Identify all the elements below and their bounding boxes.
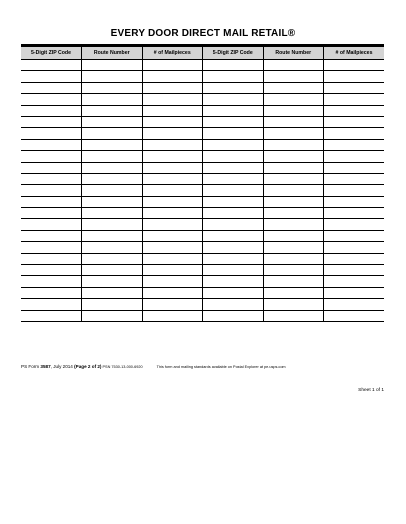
cell-zip-2[interactable] <box>203 173 264 184</box>
cell-mailpieces-1[interactable] <box>142 196 203 207</box>
cell-zip-1[interactable] <box>21 230 82 241</box>
cell-mailpieces-1[interactable] <box>142 219 203 230</box>
cell-zip-2[interactable] <box>203 151 264 162</box>
cell-mailpieces-2[interactable] <box>324 196 385 207</box>
cell-mailpieces-2[interactable] <box>324 219 385 230</box>
cell-mailpieces-2[interactable] <box>324 276 385 287</box>
table-row <box>21 196 384 207</box>
cell-mailpieces-1[interactable] <box>142 94 203 105</box>
cell-zip-1[interactable] <box>21 253 82 264</box>
cell-zip-2[interactable] <box>203 139 264 150</box>
cell-mailpieces-2[interactable] <box>324 173 385 184</box>
table-row <box>21 310 384 321</box>
table-row <box>21 162 384 173</box>
table-row <box>21 60 384 71</box>
cell-route-2[interactable] <box>263 287 324 298</box>
cell-zip-1[interactable] <box>21 94 82 105</box>
table-row <box>21 151 384 162</box>
cell-route-1[interactable] <box>82 265 143 276</box>
table-row <box>21 173 384 184</box>
cell-mailpieces-2[interactable] <box>324 299 385 310</box>
table-row <box>21 287 384 298</box>
cell-zip-1[interactable] <box>21 299 82 310</box>
cell-route-2[interactable] <box>263 208 324 219</box>
table-body <box>21 60 384 322</box>
cell-mailpieces-1[interactable] <box>142 151 203 162</box>
cell-zip-1[interactable] <box>21 287 82 298</box>
cell-zip-2[interactable] <box>203 60 264 71</box>
cell-zip-1[interactable] <box>21 128 82 139</box>
cell-route-1[interactable] <box>82 71 143 82</box>
cell-zip-1[interactable] <box>21 105 82 116</box>
cell-mailpieces-2[interactable] <box>324 71 385 82</box>
column-header-route-2: Route Number <box>263 46 324 60</box>
cell-route-2[interactable] <box>263 276 324 287</box>
cell-mailpieces-1[interactable] <box>142 230 203 241</box>
cell-mailpieces-2[interactable] <box>324 162 385 173</box>
table-row <box>21 105 384 116</box>
column-header-mailpieces-1: # of Mailpieces <box>142 46 203 60</box>
cell-route-2[interactable] <box>263 242 324 253</box>
cell-zip-2[interactable] <box>203 242 264 253</box>
cell-route-2[interactable] <box>263 219 324 230</box>
cell-route-2[interactable] <box>263 185 324 196</box>
cell-mailpieces-1[interactable] <box>142 242 203 253</box>
cell-zip-2[interactable] <box>203 299 264 310</box>
cell-route-1[interactable] <box>82 310 143 321</box>
mailing-table <box>21 44 384 322</box>
cell-route-2[interactable] <box>263 60 324 71</box>
table-header-row <box>21 46 384 60</box>
table-row <box>21 185 384 196</box>
cell-route-1[interactable] <box>82 242 143 253</box>
cell-zip-1[interactable] <box>21 242 82 253</box>
cell-zip-1[interactable] <box>21 162 82 173</box>
cell-route-2[interactable] <box>263 196 324 207</box>
form-footer <box>21 364 391 369</box>
cell-mailpieces-2[interactable] <box>324 151 385 162</box>
cell-mailpieces-1[interactable] <box>142 60 203 71</box>
sheet-label: Sheet 1 of 1 <box>358 388 384 393</box>
cell-zip-1[interactable] <box>21 265 82 276</box>
cell-route-1[interactable] <box>82 151 143 162</box>
cell-route-2[interactable] <box>263 128 324 139</box>
cell-zip-1[interactable] <box>21 208 82 219</box>
form-title: EVERY DOOR DIRECT MAIL RETAIL® <box>110 28 296 39</box>
cell-route-1[interactable] <box>82 128 143 139</box>
cell-zip-2[interactable] <box>203 116 264 127</box>
cell-route-1[interactable] <box>82 173 143 184</box>
cell-mailpieces-2[interactable] <box>324 105 385 116</box>
footer-date: , July 2014 <box>50 364 75 369</box>
cell-route-1[interactable] <box>82 196 143 207</box>
cell-zip-1[interactable] <box>21 116 82 127</box>
cell-route-1[interactable] <box>82 253 143 264</box>
cell-route-1[interactable] <box>82 60 143 71</box>
cell-route-2[interactable] <box>263 310 324 321</box>
cell-zip-2[interactable] <box>203 185 264 196</box>
column-header-zip-2: 5-Digit ZIP Code <box>203 46 264 60</box>
cell-route-2[interactable] <box>263 265 324 276</box>
table-row <box>21 128 384 139</box>
table-row <box>21 139 384 150</box>
cell-mailpieces-2[interactable] <box>324 208 385 219</box>
cell-zip-1[interactable] <box>21 310 82 321</box>
cell-mailpieces-2[interactable] <box>324 230 385 241</box>
cell-route-2[interactable] <box>263 116 324 127</box>
cell-mailpieces-2[interactable] <box>324 116 385 127</box>
cell-zip-2[interactable] <box>203 287 264 298</box>
cell-mailpieces-2[interactable] <box>324 287 385 298</box>
cell-mailpieces-1[interactable] <box>142 310 203 321</box>
footer-form-number: 3587 <box>40 364 51 369</box>
cell-zip-1[interactable] <box>21 196 82 207</box>
cell-zip-2[interactable] <box>203 94 264 105</box>
cell-mailpieces-2[interactable] <box>324 185 385 196</box>
cell-zip-1[interactable] <box>21 151 82 162</box>
cell-zip-2[interactable] <box>203 230 264 241</box>
cell-route-2[interactable] <box>263 173 324 184</box>
cell-mailpieces-1[interactable] <box>142 162 203 173</box>
cell-mailpieces-2[interactable] <box>324 128 385 139</box>
cell-zip-1[interactable] <box>21 71 82 82</box>
cell-route-1[interactable] <box>82 185 143 196</box>
cell-zip-2[interactable] <box>203 219 264 230</box>
cell-route-1[interactable] <box>82 276 143 287</box>
cell-zip-2[interactable] <box>203 105 264 116</box>
cell-route-1[interactable] <box>82 219 143 230</box>
table-row <box>21 82 384 93</box>
cell-zip-2[interactable] <box>203 208 264 219</box>
cell-route-1[interactable] <box>82 105 143 116</box>
cell-zip-1[interactable] <box>21 276 82 287</box>
cell-zip-2[interactable] <box>203 162 264 173</box>
cell-mailpieces-1[interactable] <box>142 185 203 196</box>
cell-mailpieces-1[interactable] <box>142 105 203 116</box>
cell-zip-1[interactable] <box>21 82 82 93</box>
cell-route-2[interactable] <box>263 139 324 150</box>
table-row <box>21 299 384 310</box>
cell-route-2[interactable] <box>263 162 324 173</box>
column-header-zip-1: 5-Digit ZIP Code <box>21 46 82 60</box>
cell-mailpieces-1[interactable] <box>142 265 203 276</box>
footer-psn: PSN 7530-13-000-6920 <box>101 365 143 369</box>
cell-route-1[interactable] <box>82 162 143 173</box>
cell-route-1[interactable] <box>82 230 143 241</box>
cell-mailpieces-1[interactable] <box>142 82 203 93</box>
cell-zip-2[interactable] <box>203 265 264 276</box>
column-header-route-1: Route Number <box>82 46 143 60</box>
cell-mailpieces-1[interactable] <box>142 299 203 310</box>
cell-mailpieces-1[interactable] <box>142 128 203 139</box>
cell-zip-1[interactable] <box>21 219 82 230</box>
table-row <box>21 116 384 127</box>
cell-zip-2[interactable] <box>203 71 264 82</box>
table-row <box>21 276 384 287</box>
cell-zip-1[interactable] <box>21 60 82 71</box>
cell-mailpieces-2[interactable] <box>324 242 385 253</box>
cell-mailpieces-1[interactable] <box>142 116 203 127</box>
footer-ps-form-prefix: PS Form <box>21 364 41 369</box>
cell-mailpieces-1[interactable] <box>142 253 203 264</box>
table-row <box>21 208 384 219</box>
table-row <box>21 242 384 253</box>
cell-zip-1[interactable] <box>21 173 82 184</box>
cell-route-2[interactable] <box>263 105 324 116</box>
cell-route-2[interactable] <box>263 94 324 105</box>
cell-route-1[interactable] <box>82 208 143 219</box>
cell-zip-2[interactable] <box>203 310 264 321</box>
cell-mailpieces-1[interactable] <box>142 287 203 298</box>
cell-route-2[interactable] <box>263 82 324 93</box>
cell-mailpieces-2[interactable] <box>324 139 385 150</box>
cell-mailpieces-2[interactable] <box>324 265 385 276</box>
footer-notice: This form and mailing standards available on Postal Explorer at pe.usps.com <box>156 365 286 369</box>
cell-route-1[interactable] <box>82 287 143 298</box>
cell-mailpieces-1[interactable] <box>142 139 203 150</box>
cell-route-1[interactable] <box>82 139 143 150</box>
cell-zip-2[interactable] <box>203 128 264 139</box>
cell-route-2[interactable] <box>263 151 324 162</box>
table-row <box>21 265 384 276</box>
cell-mailpieces-2[interactable] <box>324 82 385 93</box>
cell-mailpieces-2[interactable] <box>324 253 385 264</box>
cell-route-1[interactable] <box>82 299 143 310</box>
cell-route-2[interactable] <box>263 299 324 310</box>
cell-route-2[interactable] <box>263 253 324 264</box>
cell-mailpieces-2[interactable] <box>324 60 385 71</box>
cell-zip-2[interactable] <box>203 82 264 93</box>
cell-route-2[interactable] <box>263 71 324 82</box>
cell-zip-2[interactable] <box>203 196 264 207</box>
cell-zip-1[interactable] <box>21 139 82 150</box>
footer-page: (Page 2 of 2) <box>74 364 102 369</box>
cell-mailpieces-2[interactable] <box>324 94 385 105</box>
cell-zip-2[interactable] <box>203 276 264 287</box>
cell-zip-2[interactable] <box>203 253 264 264</box>
table-row <box>21 94 384 105</box>
column-header-mailpieces-2: # of Mailpieces <box>324 46 385 60</box>
cell-mailpieces-1[interactable] <box>142 208 203 219</box>
cell-mailpieces-1[interactable] <box>142 173 203 184</box>
cell-mailpieces-2[interactable] <box>324 310 385 321</box>
table-row <box>21 219 384 230</box>
table-row <box>21 230 384 241</box>
cell-route-1[interactable] <box>82 94 143 105</box>
cell-route-1[interactable] <box>82 116 143 127</box>
table-row <box>21 71 384 82</box>
table-row <box>21 253 384 264</box>
cell-mailpieces-1[interactable] <box>142 276 203 287</box>
cell-zip-1[interactable] <box>21 185 82 196</box>
cell-route-2[interactable] <box>263 230 324 241</box>
cell-mailpieces-1[interactable] <box>142 71 203 82</box>
cell-route-1[interactable] <box>82 82 143 93</box>
